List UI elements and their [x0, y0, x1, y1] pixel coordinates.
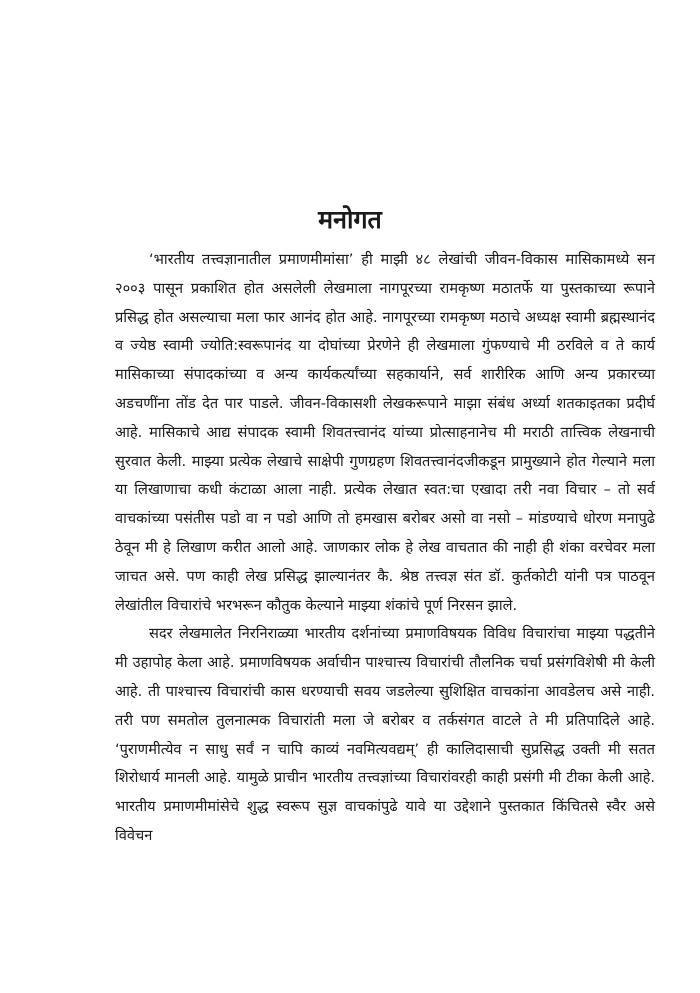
paragraph-1: ‘भारतीय तत्त्वज्ञानातील प्रमाणमीमांसा’ ही माझी ४८ लेखांची जीवन-विकास मासिकामध्ये सन २००३ पासून प्रकाशित होत असलेली लेखमाला नागपूरच्या रामकृष्ण मठातर्फे या पुस्तकाच्या रूपाने प्रसिद्ध होत असल्याचा मला फार आनंद होत आहे. नागपूरच्या रामकृष्ण मठाचे अध्यक्ष स्वामी ब्रह्मस्थानंद व ज्येष्ठ स्वामी ज्योति:स्वरूपानंद या दोघांच्या प्रेरणेने ही लेखमाला गुंफण्याचे मी ठरविले व ते कार्य मासिकाच्या संपादकांच्या व अन्य कार्यकर्त्यांच्या सहकार्याने, सर्व शारीरिक आणि अन्य प्रकारच्या अडचणींना तोंड देत पार पाडले. जीवन-विकासशी लेखकरूपाने माझा संबंध अर्ध्या शतकाइतका प्रदीर्घ आहे. मासिकाचे आद्य संपादक स्वामी शिवतत्त्वानंद यांच्या प्रोत्साहनानेच मी मराठी तात्त्विक लेखनाची सुरवात केली. माझ्या प्रत्येक लेखाचे साक्षेपी गुणग्रहण शिवतत्त्वानंदजीकडून प्रामुख्याने होत गेल्याने मला या लिखाणाचा कधी कंटाळा आला नाही. प्रत्येक लेखात स्वत:चा एखादा तरी नवा विचार – तो सर्व वाचकांच्या पसंतीस पडो वा न पडो आणि तो हमखास बरोबर असो वा नसो – मांडण्याचे धोरण मनापुढे ठेवून मी हे लिखाण करीत आलो आहे. जाणकार लोक हे लेख वाचतात की नाही ही शंका वरचेवर मला जाचत असे. पण काही लेख प्रसिद्ध झाल्यानंतर कै. श्रेष्ठ तत्त्वज्ञ संत डॉ. कुर्तकोटी यांनी पत्र पाठवून लेखांतील विचारांचे भरभरून कौतुक केल्याने माझ्या शंकांचे पूर्ण निरसन झाले. — [115, 251, 655, 614]
paragraph-2: सदर लेखमालेत निरनिराळ्या भारतीय दर्शनांच्या प्रमाणविषयक विविध विचारांचा माझ्या पद्धतीने मी उहापोह केला आहे. प्रमाणविषयक अर्वाचीन पाश्चात्त्य विचारांची तौलनिक चर्चा प्रसंगविशेषी मी केली आहे. ती पाश्चात्त्य विचारांची कास धरण्याची सवय जडलेल्या सुशिक्षित वाचकांना आवडेलच असे नाही. तरी पण समतोल तुलनात्मक विचारांती मला जे बरोबर व तर्कसंगत वाटले ते मी प्रतिपादिले आहे. ‘पुराणमीत्येव न साधु सर्वं न चापि काव्यं नवमित्यवद्यम्’ ही कालिदासाची सुप्रसिद्ध उक्ती मी सतत शिरोधार्य मानली आहे. यामुळे प्राचीन भारतीय तत्त्वज्ञांच्या विचारांवरही काही प्रसंगी मी टीका केली आहे. भारतीय प्रमाणमीमांसेचे शुद्ध स्वरूप सुज्ञ वाचकांपुढे यावे या उद्देशाने पुस्तकात किंचितसे स्वैर असे विवेचन — [115, 625, 655, 844]
body-text — [115, 246, 655, 851]
page-title: मनोगत — [318, 205, 382, 234]
